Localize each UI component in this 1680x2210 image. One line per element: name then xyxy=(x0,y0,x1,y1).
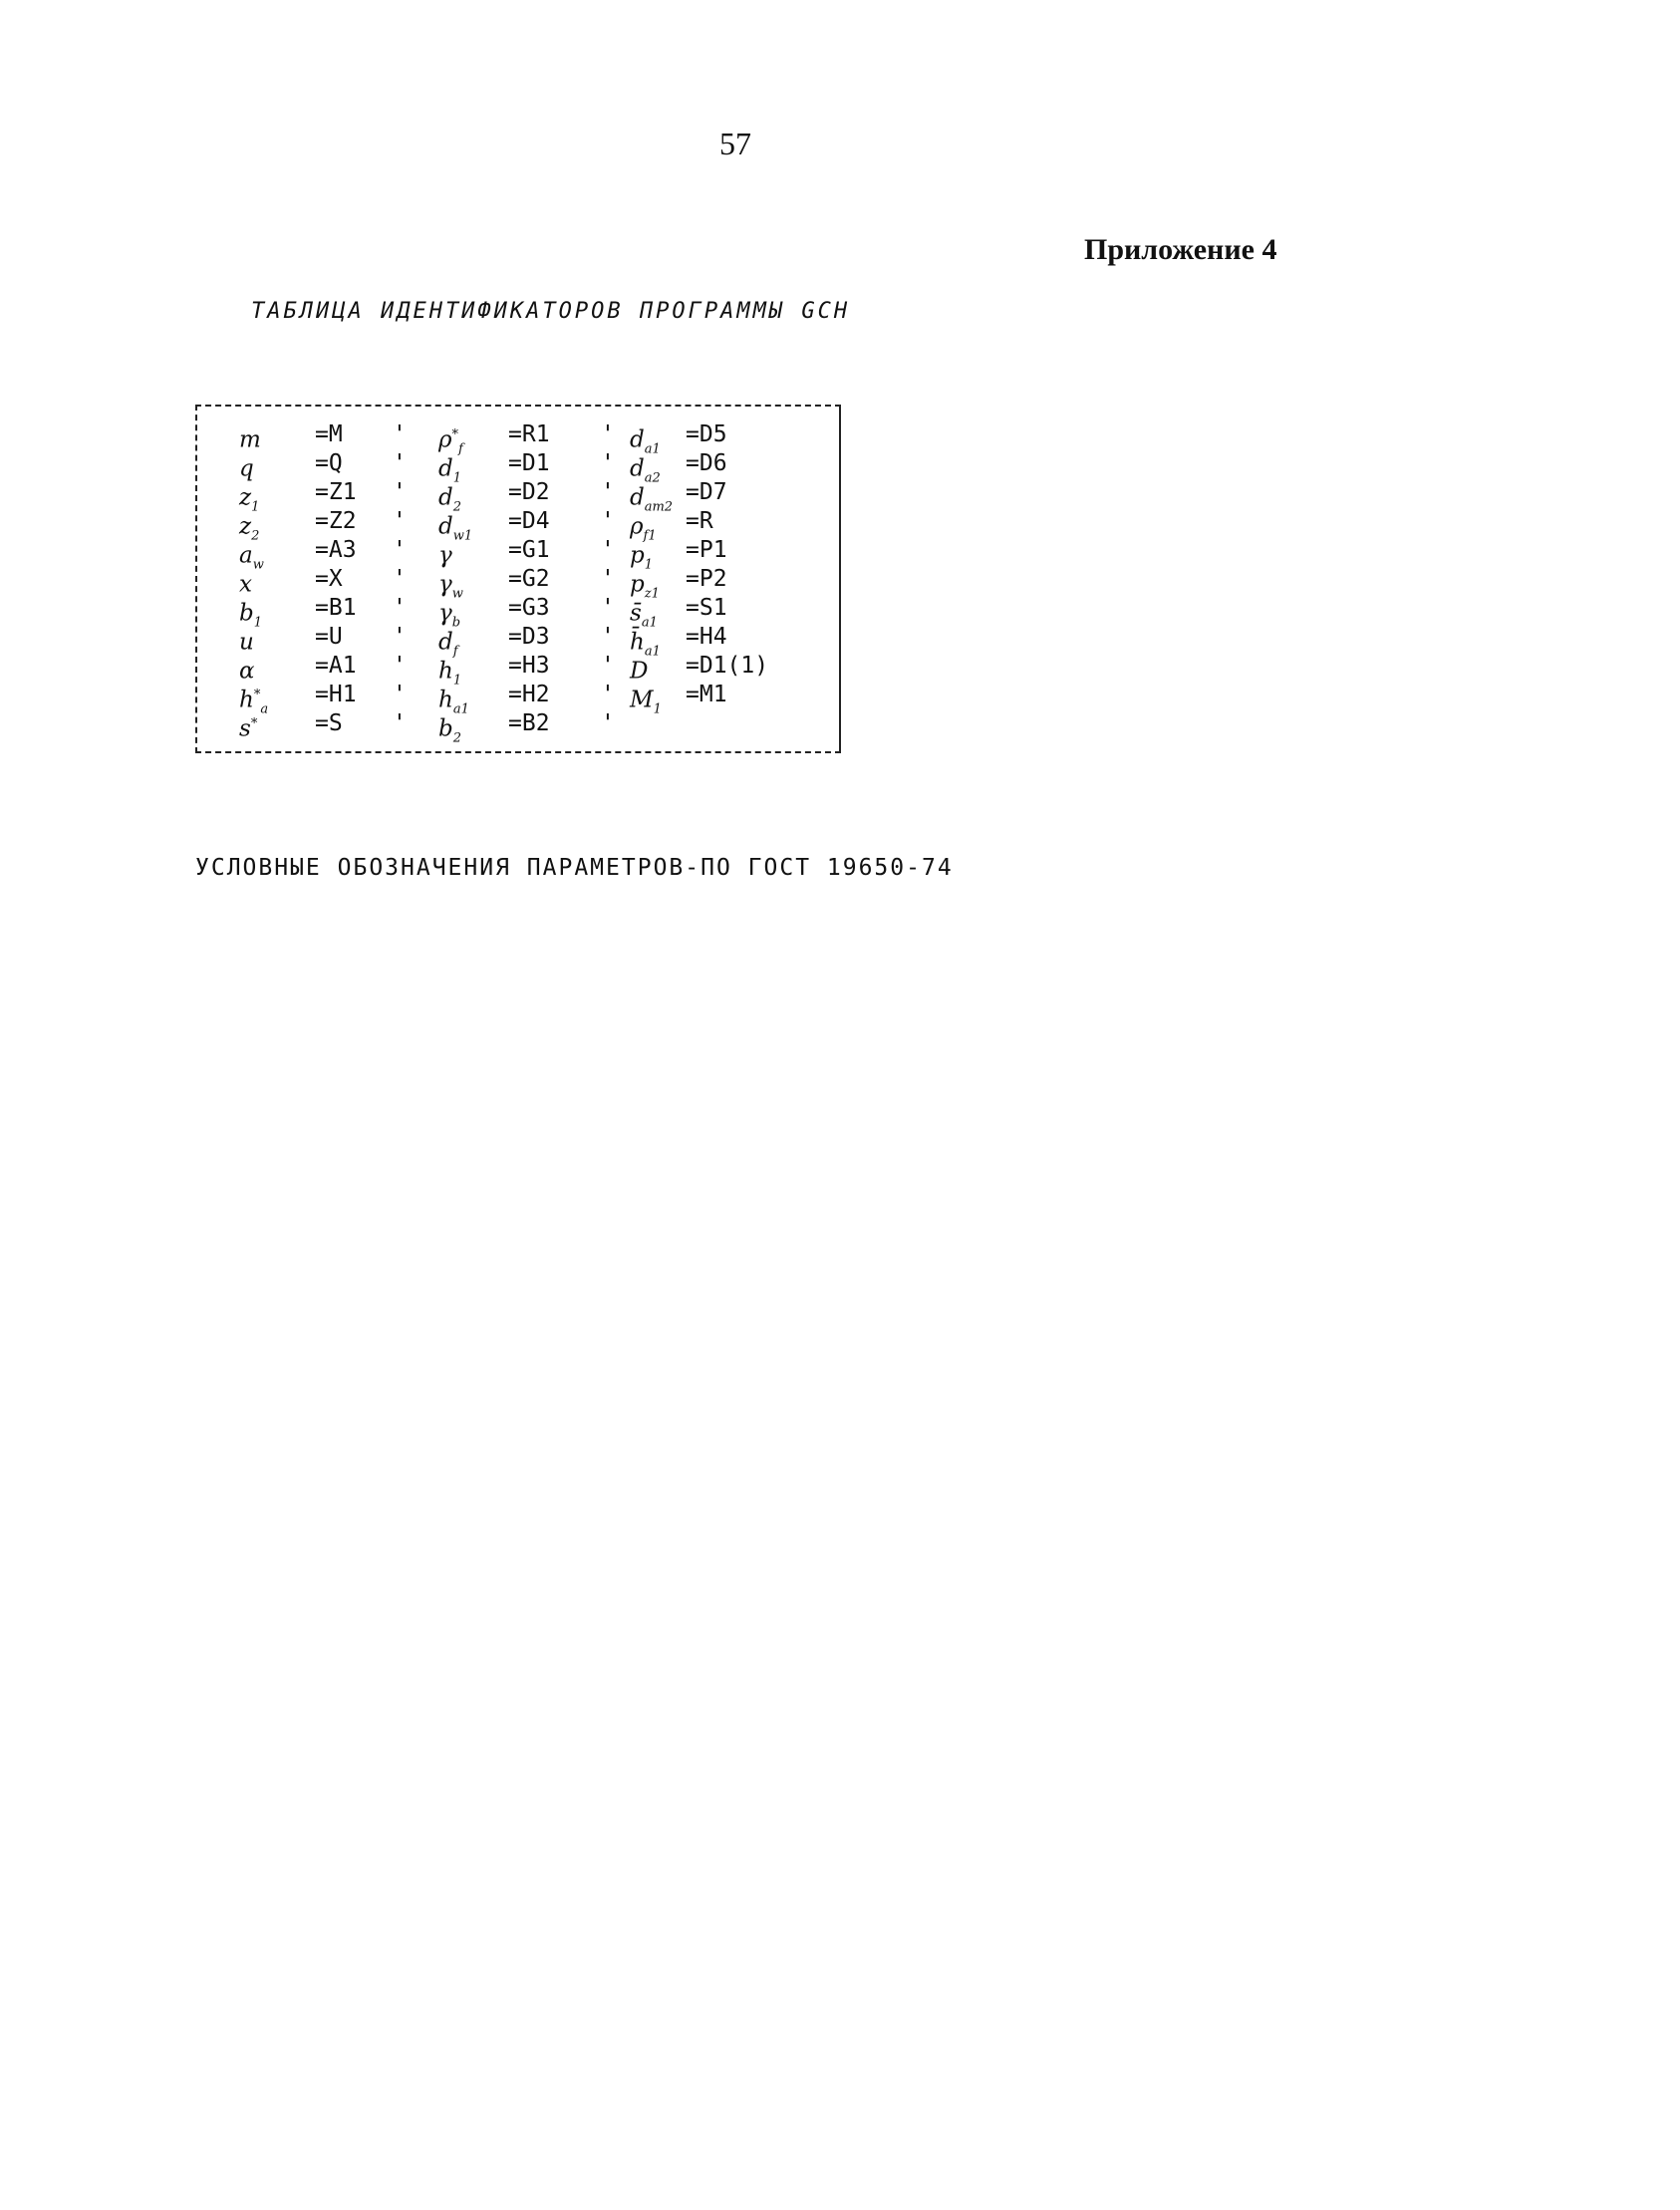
parameter-symbol: $p_1$ xyxy=(630,542,654,573)
identifier-code: =H2 xyxy=(508,682,550,707)
identifier-code: =G3 xyxy=(508,595,550,621)
table-row xyxy=(197,709,839,746)
parameter-symbol: $h̄_{a1}$ xyxy=(630,629,661,660)
page-number: 57 xyxy=(719,126,751,161)
column-separator: ' xyxy=(393,508,407,534)
column-separator: ' xyxy=(601,595,615,621)
parameter-symbol: $z_1$ xyxy=(239,484,260,515)
identifier-code: =D7 xyxy=(686,479,727,505)
table-row xyxy=(197,449,839,486)
column-separator: ' xyxy=(393,537,407,563)
identifier-code: =G2 xyxy=(508,566,550,592)
identifier-code: =B1 xyxy=(315,595,357,621)
column-separator: ' xyxy=(393,682,407,707)
identifier-code: =P1 xyxy=(686,537,727,563)
parameter-symbol: $\gamma_b$ xyxy=(438,600,461,631)
identifier-code: =D6 xyxy=(686,450,727,476)
table-row xyxy=(197,565,839,602)
identifier-table xyxy=(195,405,841,753)
appendix-label: Приложение 4 xyxy=(1084,233,1277,266)
table-row xyxy=(197,420,839,457)
identifier-code: =Q xyxy=(315,450,343,476)
parameter-symbol: $b_1$ xyxy=(239,600,263,631)
identifier-code: =M1 xyxy=(686,682,727,707)
table-row xyxy=(197,652,839,689)
identifier-code: =P2 xyxy=(686,566,727,592)
identifier-code: =S xyxy=(315,710,343,736)
parameter-symbol: $d_f$ xyxy=(438,629,458,660)
column-separator: ' xyxy=(601,508,615,534)
parameter-symbol: $\rho^*_f$ xyxy=(438,426,463,457)
parameter-symbol: α xyxy=(239,658,255,685)
table-row xyxy=(197,507,839,544)
parameter-symbol: q xyxy=(239,455,254,482)
identifier-code: =R1 xyxy=(508,421,550,447)
parameter-symbol: $p_{z1}$ xyxy=(630,571,660,602)
column-separator: ' xyxy=(393,710,407,736)
identifier-code: =U xyxy=(315,624,343,650)
table-row xyxy=(197,623,839,660)
column-separator: ' xyxy=(393,653,407,679)
column-separator: ' xyxy=(393,450,407,476)
parameter-symbol: $h_{a1}$ xyxy=(438,687,469,717)
parameter-symbol: D xyxy=(630,658,649,685)
column-separator: ' xyxy=(601,537,615,563)
table-title: ТАБЛИЦА ИДЕНТИФИКАТОРОВ ПРОГРАММЫ GCH xyxy=(251,299,851,324)
identifier-code: =D4 xyxy=(508,508,550,534)
identifier-code: =B2 xyxy=(508,710,550,736)
column-separator: ' xyxy=(393,595,407,621)
parameter-symbol: γ xyxy=(438,542,452,569)
parameter-symbol: $d_{am2}$ xyxy=(630,484,674,515)
identifier-code: =S1 xyxy=(686,595,727,621)
identifier-code: =G1 xyxy=(508,537,550,563)
identifier-code: =D5 xyxy=(686,421,727,447)
identifier-code: =D3 xyxy=(508,624,550,650)
parameter-symbol: u xyxy=(239,629,254,656)
identifier-code: =H3 xyxy=(508,653,550,679)
column-separator: ' xyxy=(393,479,407,505)
parameter-symbol: $b_2$ xyxy=(438,715,462,746)
parameter-symbol: $h_1$ xyxy=(438,658,462,689)
column-separator: ' xyxy=(601,653,615,679)
identifier-code: =D1(1) xyxy=(686,653,769,679)
identifier-code: =Z2 xyxy=(315,508,357,534)
identifier-code: =H4 xyxy=(686,624,727,650)
column-separator: ' xyxy=(601,421,615,447)
parameter-symbol: $d_{a2}$ xyxy=(630,455,661,486)
column-separator: ' xyxy=(393,624,407,650)
column-separator: ' xyxy=(601,450,615,476)
column-separator: ' xyxy=(601,682,615,707)
identifier-code: =D2 xyxy=(508,479,550,505)
identifier-code: =Z1 xyxy=(315,479,357,505)
parameter-symbol: $d_{a1}$ xyxy=(630,426,661,457)
parameter-symbol: $s̄_{a1}$ xyxy=(630,600,658,631)
parameter-symbol: $d_2$ xyxy=(438,484,462,515)
column-separator: ' xyxy=(601,710,615,736)
table-row xyxy=(197,536,839,573)
column-separator: ' xyxy=(393,566,407,592)
identifier-code: =R xyxy=(686,508,713,534)
identifier-code: =D1 xyxy=(508,450,550,476)
column-separator: ' xyxy=(601,566,615,592)
column-separator: ' xyxy=(393,421,407,447)
footer-note: УСЛОВНЫЕ ОБОЗНАЧЕНИЯ ПАРАМЕТРОВ-ПО ГОСТ 19650-74 xyxy=(195,855,954,881)
parameter-symbol: $d_1$ xyxy=(438,455,462,486)
column-separator: ' xyxy=(601,479,615,505)
identifier-code: =A3 xyxy=(315,537,357,563)
table-row xyxy=(197,478,839,515)
parameter-symbol: $z_2$ xyxy=(239,513,260,544)
parameter-symbol: m xyxy=(239,426,261,453)
parameter-symbol: $\gamma_w$ xyxy=(438,571,463,602)
identifier-code: =A1 xyxy=(315,653,357,679)
parameter-symbol: $a_w$ xyxy=(239,542,264,573)
identifier-code: =X xyxy=(315,566,343,592)
parameter-symbol: $M_1$ xyxy=(630,687,662,717)
parameter-symbol: $h^*_a$ xyxy=(239,687,269,717)
identifier-code: =M xyxy=(315,421,343,447)
column-separator: ' xyxy=(601,624,615,650)
parameter-symbol: $\rho_{f1}$ xyxy=(630,513,657,544)
identifier-code: =H1 xyxy=(315,682,357,707)
table-row xyxy=(197,681,839,717)
parameter-symbol: x xyxy=(239,571,252,598)
table-row xyxy=(197,594,839,631)
parameter-symbol: $d_{w1}$ xyxy=(438,513,473,544)
parameter-symbol: s* xyxy=(239,715,258,742)
